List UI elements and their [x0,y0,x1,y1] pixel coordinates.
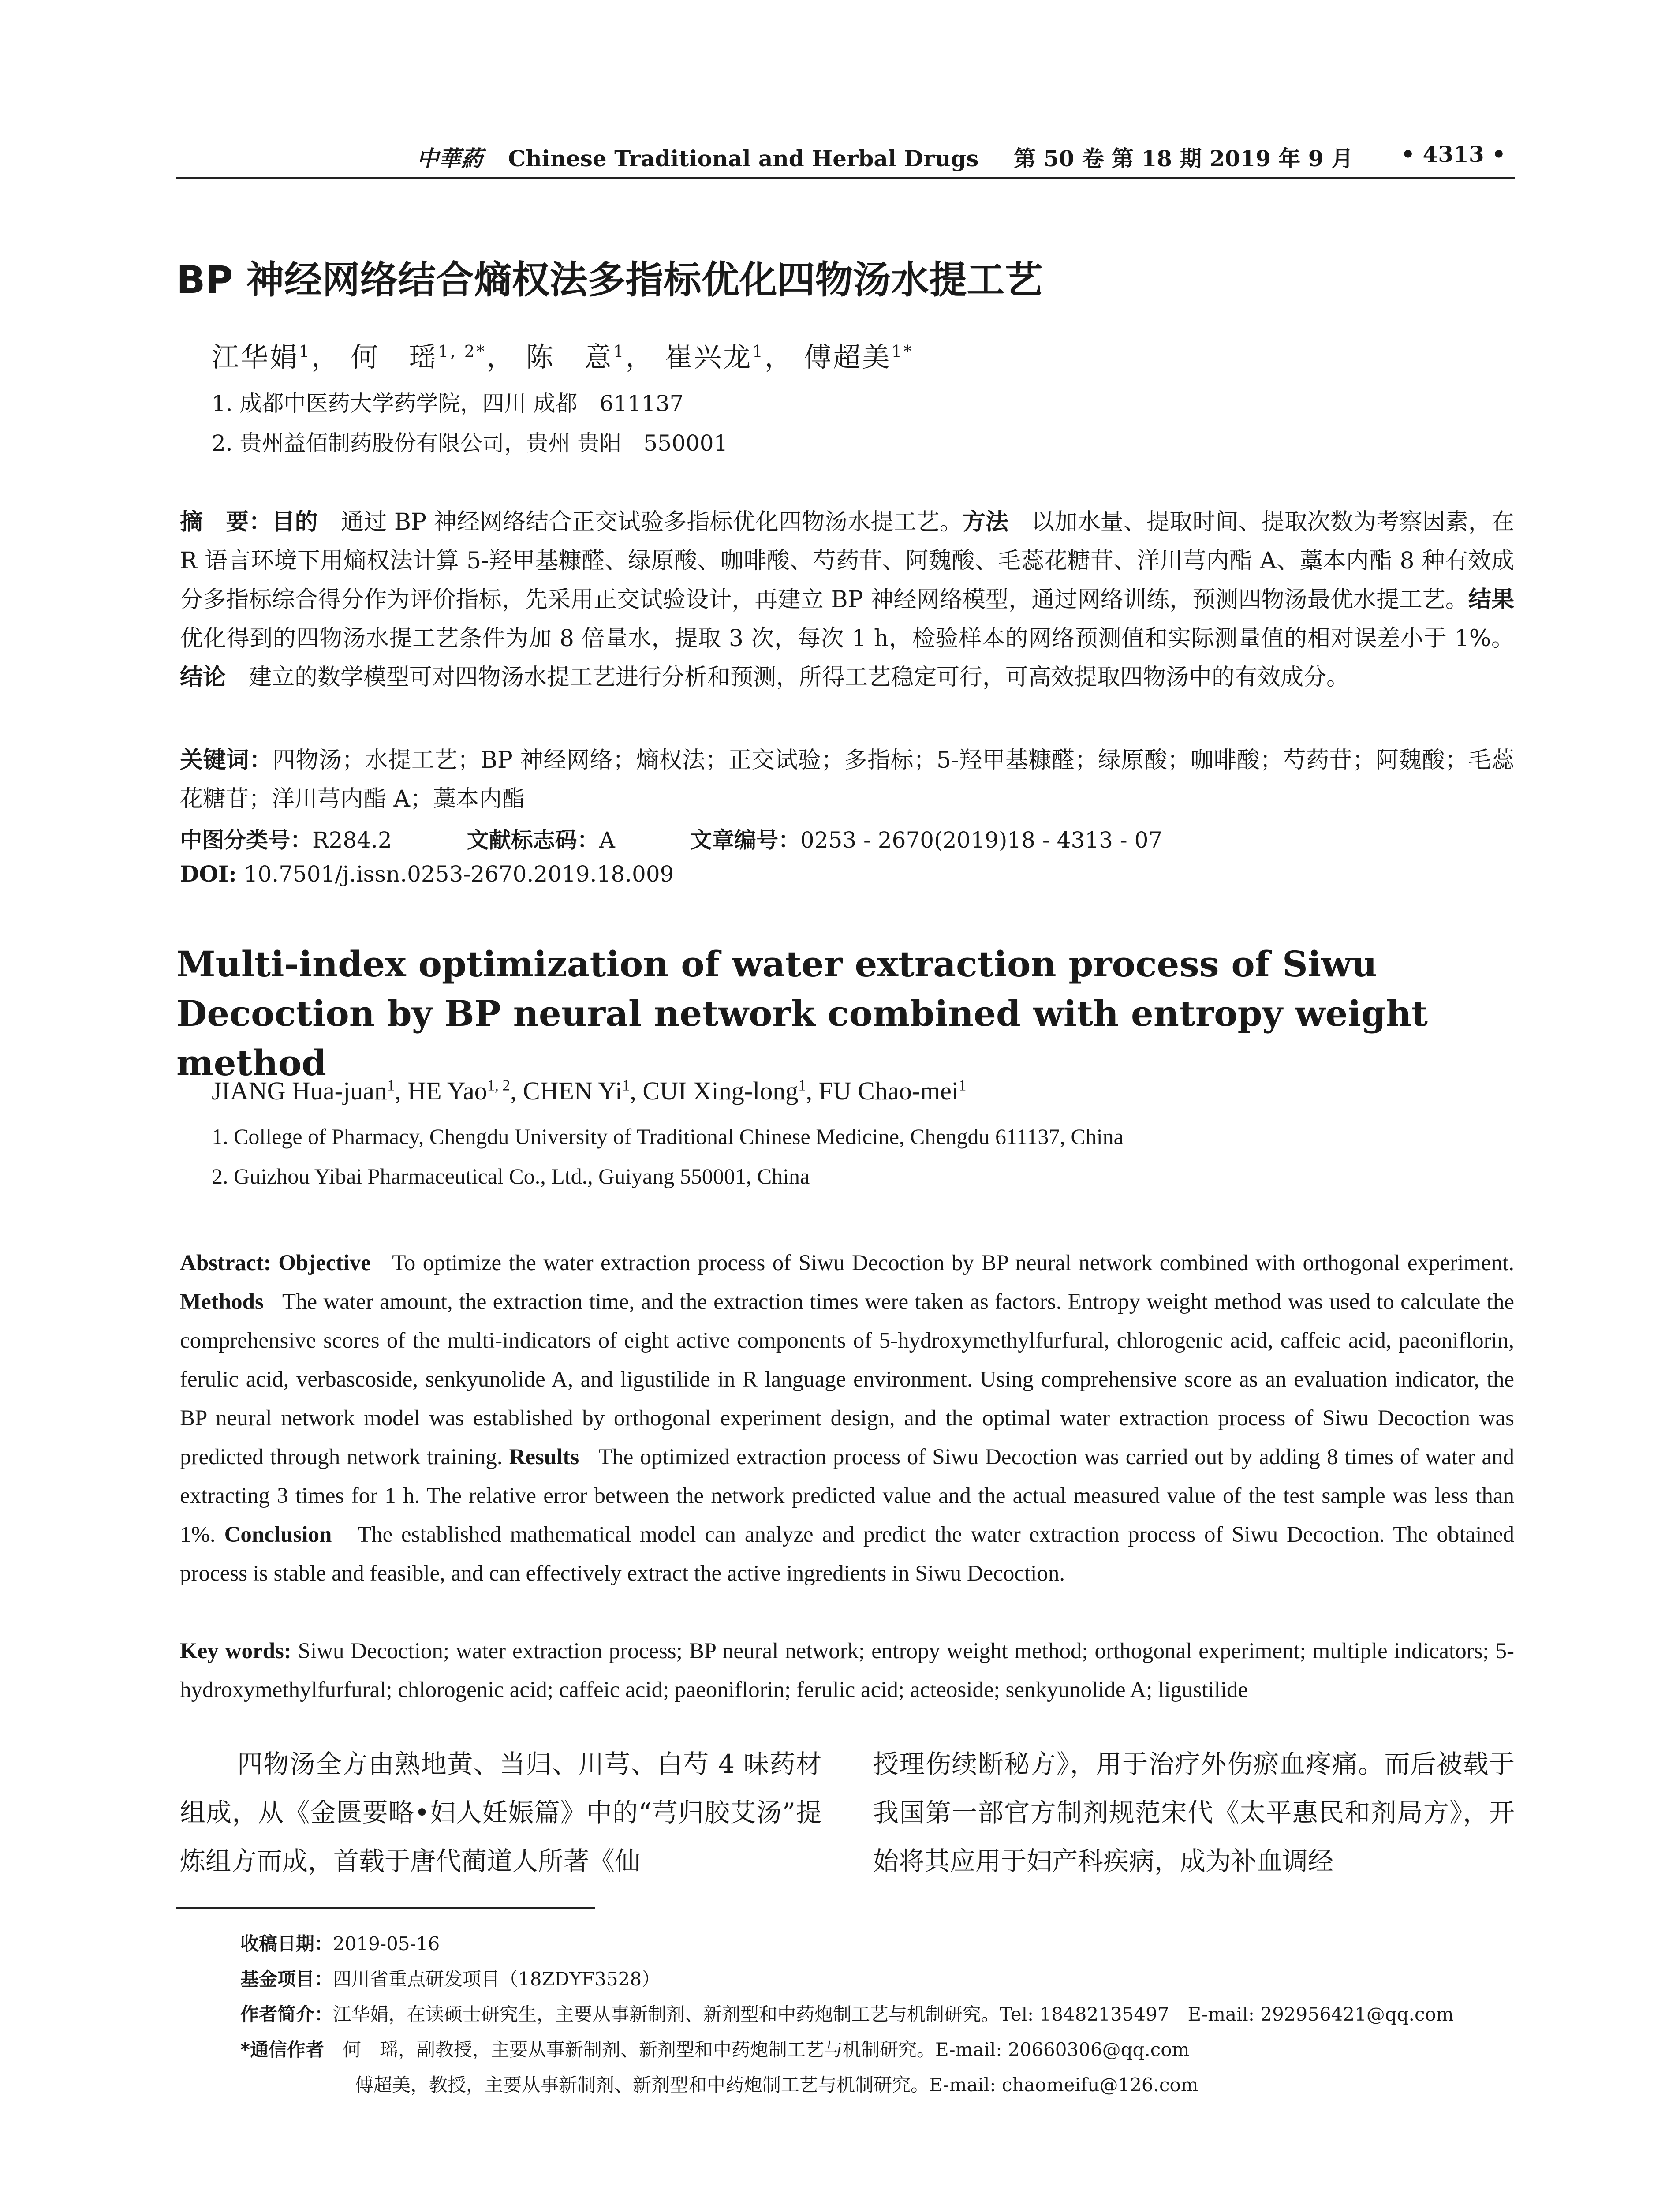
header-journal [417,141,1353,173]
conclusion-label: 结论 [180,664,226,691]
clc-value: R284.2 [312,827,392,853]
issue-info: 第 50 卷 第 18 期 2019 年 9 月 [1014,146,1354,172]
received-date: 2019-05-16 [333,1933,440,1955]
methods-text: 以加水量、提取时间、提取次数为考察因素，在 R 语言环境下用熵权法计算 5-羟甲基糠醛、绿原酸、咖啡酸、芍药苷、阿魏酸、毛蕊花糖苷、洋川芎内酯 A、藁本内酯 8 种有效成分多指标综合得分作为评价指标，先采用正交试验设计，再建立 BP 神经网络模型，通过网络训练，预测四物汤最优水提工艺。 [180,509,1514,613]
author-sup: 1 [752,341,765,361]
doi-value: 10.7501/j.issn.0253-2670.2019.18.009 [243,861,674,887]
page-number: • 4313 • [1401,141,1506,167]
objective-en-label: Objective [278,1251,371,1275]
article-id-value: 0253 - 2670(2019)18 - 4313 - 07 [800,827,1163,853]
objective-en-text: To optimize the water extraction process of Siwu Decoction by BP neural network combined with orthogonal experiment. [392,1251,1514,1275]
title-en: Multi-index optimization of water extraction process of Siwu Decoction by BP neural network combined with entropy weight method [176,943,1428,1084]
keywords-en-label: Key words: [180,1639,291,1663]
abstract-en [180,1244,1514,1593]
footnote-fund [240,1965,660,1991]
affiliation-en-2: 2. Guizhou Yibai Pharmaceutical Co., Ltd., Guiyang 550001, China [212,1164,810,1188]
doc-code-value: A [599,827,615,853]
authors-en: JIANG Hua-juan$^1$, HE Yao$^{1, 2}$, CHEN Yi$^1$, CUI Xing-long$^1$, FU Chao-mei$^1$ [212,1076,967,1105]
journal-name-cn: 中華葯 [417,146,483,172]
author-name: 傅超美 [804,341,892,373]
author-sup: 1 [299,341,311,361]
results-text: 优化得到的四物汤水提工艺条件为加 8 倍量水，提取 3 次，每次 1 h，检验样本的网络预测值和实际测量值的相对误差小于 1%。 [180,625,1514,652]
footnote-divider [176,1907,595,1909]
abstract-label: 摘 要： [180,509,272,535]
author-sup: 1, 2* [438,341,486,361]
title-cn: BP 神经网络结合熵权法多指标优化四物汤水提工艺 [176,258,1043,302]
keywords-cn [180,741,1514,818]
footnote-received [240,1929,440,1956]
keywords-text: 四物汤；水提工艺；BP 神经网络；熵权法；正交试验；多指标；5-羟甲基糠醛；绿原酸；咖啡酸；芍药苷；阿魏酸；毛蕊花糖苷；洋川芎内酯 A；藁本内酯 [180,747,1514,812]
conclusion-en-label: Conclusion [224,1522,332,1547]
affiliation-cn-2: 2. 贵州益佰制药股份有限公司，贵州 贵阳 550001 [212,430,728,456]
doc-code-label: 文献标志码： [467,827,599,853]
corr-label: *通信作者 [240,2039,324,2060]
footnote-correspondence [240,2035,1189,2062]
abstract-cn [180,503,1514,697]
keywords-en-text: Siwu Decoction; water extraction process; BP neural network; entropy weight method; orthogonal experiment; multiple indicators; 5-hydroxymethylfurfural; chlorogenic acid; caffeic acid; paeoniflorin; ferulic acid; acteoside; senkyunolide A; ligustilide [180,1639,1515,1702]
objective-text: 通过 BP 神经网络结合正交试验多指标优化四物汤水提工艺。 [340,509,963,535]
methods-en-label: Methods [180,1289,264,1314]
author-name: FU Chao-mei [818,1076,959,1105]
body-column-right: 授理伤续断秘方》，用于治疗外伤瘀血疼痛。而后被载于我国第一部官方制剂规范宋代《太平惠民和剂局方》，开始将其应用于妇产科疾病，成为补血调经 [873,1749,1515,1876]
author-name: 江华娟 [212,341,299,373]
author-name: CHEN Yi [523,1076,622,1105]
article-id-label: 文章编号： [690,827,800,853]
results-en-text: The optimized extraction process of Siwu Decoction was carried out by adding 8 times of water and extracting 3 times for 1 h. The relative error between the network predicted value and the actual measured value of the test sample was less than 1%. [180,1445,1514,1547]
doi-line [180,861,674,887]
author-sup: 1 [798,1076,806,1094]
results-label: 结果 [1468,587,1514,613]
keywords-en [180,1632,1514,1709]
corr-author-1: 何 瑶，副教授，主要从事新制剂、新剂型和中药炮制工艺与机制研究。E-mail: 20660306@qq.com [342,2039,1190,2060]
author-name: CUI Xing-long [642,1076,799,1105]
affiliation-en-1: 1. College of Pharmacy, Chengdu University of Traditional Chinese Medicine, Chengdu 611137, China [212,1124,1124,1149]
clc-label: 中图分类号： [180,827,312,853]
conclusion-text: 建立的数学模型可对四物汤水提工艺进行分析和预测，所得工艺稳定可行，可高效提取四物汤中的有效成分。 [249,664,1350,691]
fund-value: 四川省重点研发项目（18ZDYF3528） [333,1968,661,1990]
author-name: 何 瑶 [351,341,438,373]
footnote-bio [240,2000,1454,2026]
author-sup: 1 [622,1076,630,1094]
journal-name-en: Chinese Traditional and Herbal Drugs [508,146,979,172]
keywords-label: 关键词： [180,747,273,774]
author-name: 陈 意 [526,341,613,373]
conclusion-en-text: The established mathematical model can analyze and predict the water extraction process of Siwu Decoction. The obtained process is stable and feasible, and can effectively extract the active ingredients in Siwu Decoction. [180,1522,1514,1586]
classification-line [180,822,1162,854]
abstract-en-label: Abstract: [180,1251,271,1275]
fund-label: 基金项目： [240,1968,333,1990]
author-name: 崔兴龙 [665,341,753,373]
received-label: 收稿日期： [240,1933,333,1955]
methods-label: 方法 [962,509,1009,535]
body-column-left: 四物汤全方由熟地黄、当归、川芎、白芍 4 味药材组成，从《金匮要略•妇人妊娠篇》中的“芎归胶艾汤”提炼组方而成，首载于唐代蔺道人所著《仙 [180,1749,821,1876]
author-name: JIANG Hua-juan [212,1076,387,1105]
running-header [176,141,1515,179]
author-sup: 1 [387,1076,395,1094]
author-sup: 1 [613,341,626,361]
author-sup: 1 [959,1076,967,1094]
author-sup: 1, 2 [487,1076,510,1094]
doi-label: DOI: [180,861,237,887]
methods-en-text: The water amount, the extraction time, and the extraction times were taken as factors. Entropy weight method was used to calculate the comprehensive scores of the multi-indicators of eight active components of 5-hydroxymethylfurfural, chlorogenic acid, caffeic acid, paeoniflorin, ferulic acid, verbascoside, senkyunolide A, and ligustilide in R language environment. Using comprehensive score as an evaluation indicator, the BP neural network model was established by orthogonal experiment design, and the optimal water extraction process of Siwu Decoction was predicted through network training. [180,1289,1514,1469]
objective-label: 目的 [272,509,318,535]
footnote-correspondence-2: 傅超美，教授，主要从事新制剂、新剂型和中药炮制工艺与机制研究。E-mail: chaomeifu@126.com [355,2074,1198,2096]
affiliation-cn-1: 1. 成都中医药大学药学院，四川 成都 611137 [212,391,684,416]
authors-cn: 江华娟$^1$， 何 瑶$^{1, 2*}$， 陈 意$^1$， 崔兴龙$^1$， 傅超美$^{1*}$ [212,341,914,373]
bio-value: 江华娟，在读硕士研究生，主要从事新制剂、新剂型和中药炮制工艺与机制研究。Tel: 18482135497 E-mail: 292956421@qq.com [333,2003,1454,2025]
results-en-label: Results [509,1445,579,1469]
bio-label: 作者简介： [240,2003,333,2025]
author-sup: 1* [891,341,914,361]
author-name: HE Yao [407,1076,487,1105]
